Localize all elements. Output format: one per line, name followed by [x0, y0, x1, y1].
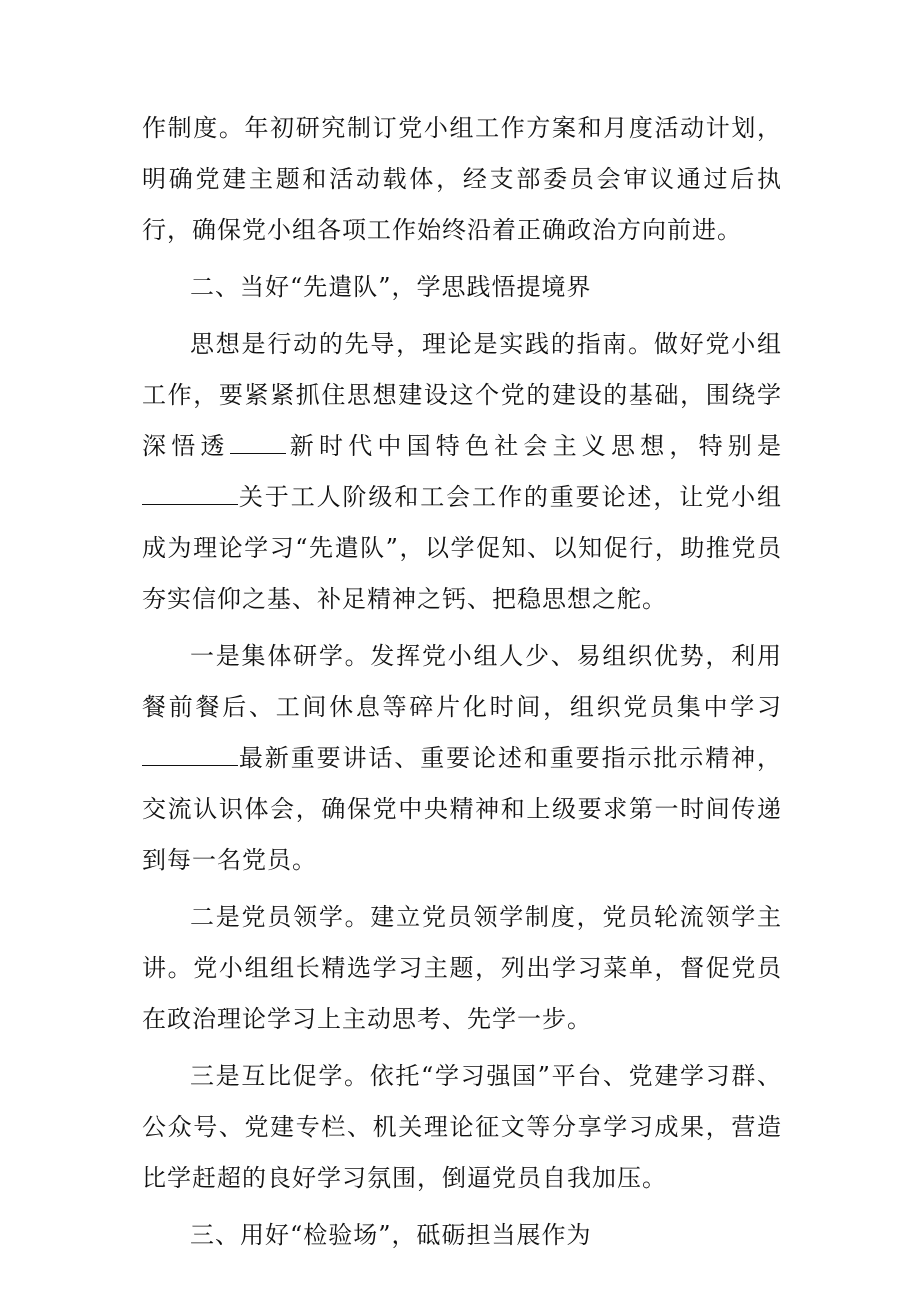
- paragraph-text-part-a: 一是集体研学。发挥党小组人少、易组织优势，利用餐前餐后、工间休息等碎片化时间，组织党员集中学习: [142, 642, 782, 721]
- paragraph-text: 作制度。年初研究制订党小组工作方案和月度活动计划，明确党建主题和活动载体，经支部委员会审议通过后执行，确保党小组各项工作始终沿着正确政治方向前进。: [142, 114, 782, 244]
- section-heading-vanguard: [142, 262, 782, 313]
- paragraph-text: 三是互比促学。依托“学习强国”平台、党建学习群、公众号、党建专栏、机关理论征文等分享学习成果，营造比学赶超的良好学习氛围，倒逼党员自我加压。: [142, 1062, 782, 1192]
- paragraph-member-leading-study: [142, 892, 782, 1045]
- paragraph-theory-guide: [142, 319, 782, 625]
- document-body: [142, 103, 782, 1267]
- paragraph-text-part-a: 思想是行动的先导，理论是实践的指南。做好党小组工作，要紧紧抓住思想建设这个党的建设的基础，围绕学深悟透: [142, 330, 782, 460]
- paragraph-text-part-b: 新时代中国特色社会主义思想，特别是: [285, 432, 783, 460]
- section-heading-testing-ground: [142, 1210, 782, 1261]
- paragraph-text: 二是党员领学。建立党员领学制度，党员轮流领学主讲。党小组组长精选学习主题，列出学习菜单，督促党员在政治理论学习上主动思考、先学一步。: [142, 903, 782, 1033]
- paragraph-work-system: [142, 103, 782, 256]
- paragraph-text-part-c: 关于工人阶级和工会工作的重要论述，让党小组成为理论学习“先遣队”，以学促知、以知促行，助推党员夯实信仰之基、补足精神之钙、把稳思想之舵。: [142, 483, 782, 613]
- heading-text: 三、用好“检验场”，砥砺担当展作为: [190, 1221, 592, 1249]
- blank-underline: [230, 429, 286, 454]
- blank-underline: [142, 741, 238, 766]
- blank-underline: [142, 480, 238, 505]
- paragraph-mutual-comparison-study: [142, 1051, 782, 1204]
- paragraph-text-part-b: 最新重要讲话、重要论述和重要指示批示精神，交流认识体会，确保党中央精神和上级要求第一时间传递到每一名党员。: [142, 744, 782, 874]
- paragraph-collective-study: [142, 631, 782, 886]
- heading-text: 二、当好“先遣队”，学思践悟提境界: [190, 273, 592, 301]
